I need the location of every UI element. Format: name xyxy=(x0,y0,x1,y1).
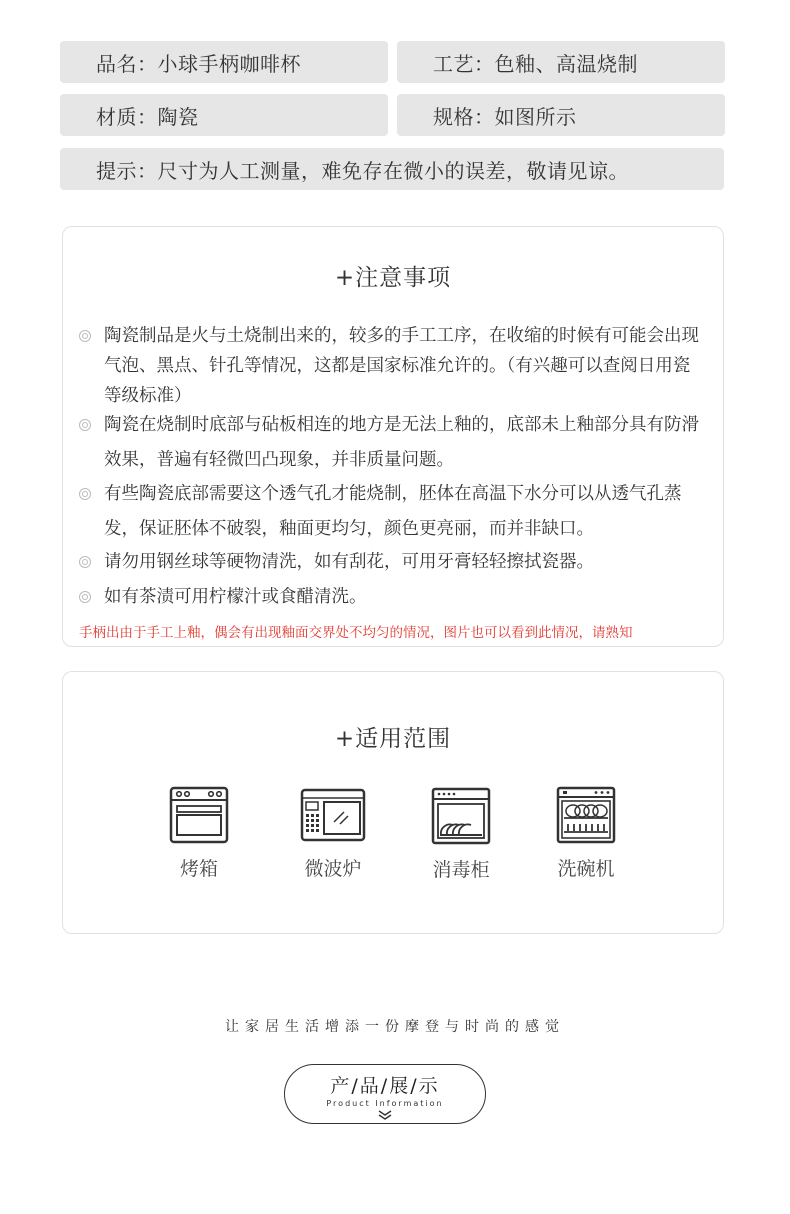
circle-bullet-icon xyxy=(79,330,91,342)
hint-box xyxy=(60,148,724,190)
appliance-label: 烤箱 xyxy=(179,858,218,880)
circle-bullet-icon xyxy=(79,488,91,500)
note-text: 如有茶渍可用柠檬汁或食醋清洗。 xyxy=(104,587,367,607)
appliance-microwave xyxy=(288,786,378,881)
craft-text: 工艺：色釉、高温烧制 xyxy=(433,51,638,76)
material-text: 材质：陶瓷 xyxy=(96,104,199,129)
appliance-sterilizer xyxy=(416,787,506,882)
badge-subtitle: Product Information xyxy=(326,1099,444,1108)
oven-icon xyxy=(169,786,229,844)
appliance-label: 微波炉 xyxy=(304,858,362,880)
spec-box xyxy=(397,94,725,136)
note-text: 有些陶瓷底部需要这个透气孔才能烧制，胚体在高温下水分可以从透气孔蒸发，保证胚体不破裂，釉面更均匀，颜色更亮丽，而并非缺口。 xyxy=(104,484,682,539)
usage-card xyxy=(62,671,724,934)
note-text: 请勿用钢丝球等硬物清洗，如有刮花，可用牙膏轻轻擦拭瓷器。 xyxy=(104,552,594,572)
handle-glaze-warning: 手柄出由于手工上釉，偶会有出现釉面交界处不均匀的情况，图片也可以看到此情况，请熟知 xyxy=(79,625,633,641)
badge-title: 产/品/展/示 xyxy=(330,1075,440,1097)
appliance-dishwasher xyxy=(541,786,631,881)
note-text: 陶瓷在烧制时底部与砧板相连的地方是无法上釉的，底部未上釉部分具有防滑效果，普遍有轻微凹凸现象，并非质量问题。 xyxy=(104,415,699,470)
product-info-badge xyxy=(284,1064,486,1124)
sterilizer-cabinet-icon xyxy=(431,787,491,845)
usage-title: +适用范围 xyxy=(334,726,452,752)
circle-bullet-icon xyxy=(79,419,91,431)
microwave-icon xyxy=(300,786,366,844)
note-item xyxy=(79,408,699,478)
hint-text: 提示：尺寸为人工测量，难免存在微小的误差，敬请见谅。 xyxy=(96,158,629,183)
slogan: 让家居生活增添一份摩登与时尚的感觉 xyxy=(225,1019,565,1035)
spec-text: 规格：如图所示 xyxy=(433,104,577,129)
product-name-box xyxy=(60,41,388,83)
circle-bullet-icon xyxy=(79,591,91,603)
note-item xyxy=(79,583,699,611)
dishwasher-icon xyxy=(556,786,616,844)
note-text: 陶瓷制品是火与土烧制出来的，较多的手工工序，在收缩的时候有可能会出现气泡、黑点、针孔等情况，这都是国家标准允许的。（有兴趣可以查阅日用瓷等级标准） xyxy=(104,326,699,406)
appliance-label: 消毒柜 xyxy=(432,859,490,881)
appliance-oven xyxy=(154,786,244,881)
material-box xyxy=(60,94,388,136)
notes-card xyxy=(62,226,724,647)
circle-bullet-icon xyxy=(79,556,91,568)
notes-title: +注意事项 xyxy=(334,265,452,291)
note-item xyxy=(79,321,699,411)
double-chevron-down-icon xyxy=(378,1110,392,1120)
note-item xyxy=(79,548,699,576)
note-item xyxy=(79,477,699,547)
craft-box xyxy=(397,41,725,83)
appliance-label: 洗碗机 xyxy=(557,858,615,880)
product-name-text: 品名：小球手柄咖啡杯 xyxy=(96,51,301,76)
